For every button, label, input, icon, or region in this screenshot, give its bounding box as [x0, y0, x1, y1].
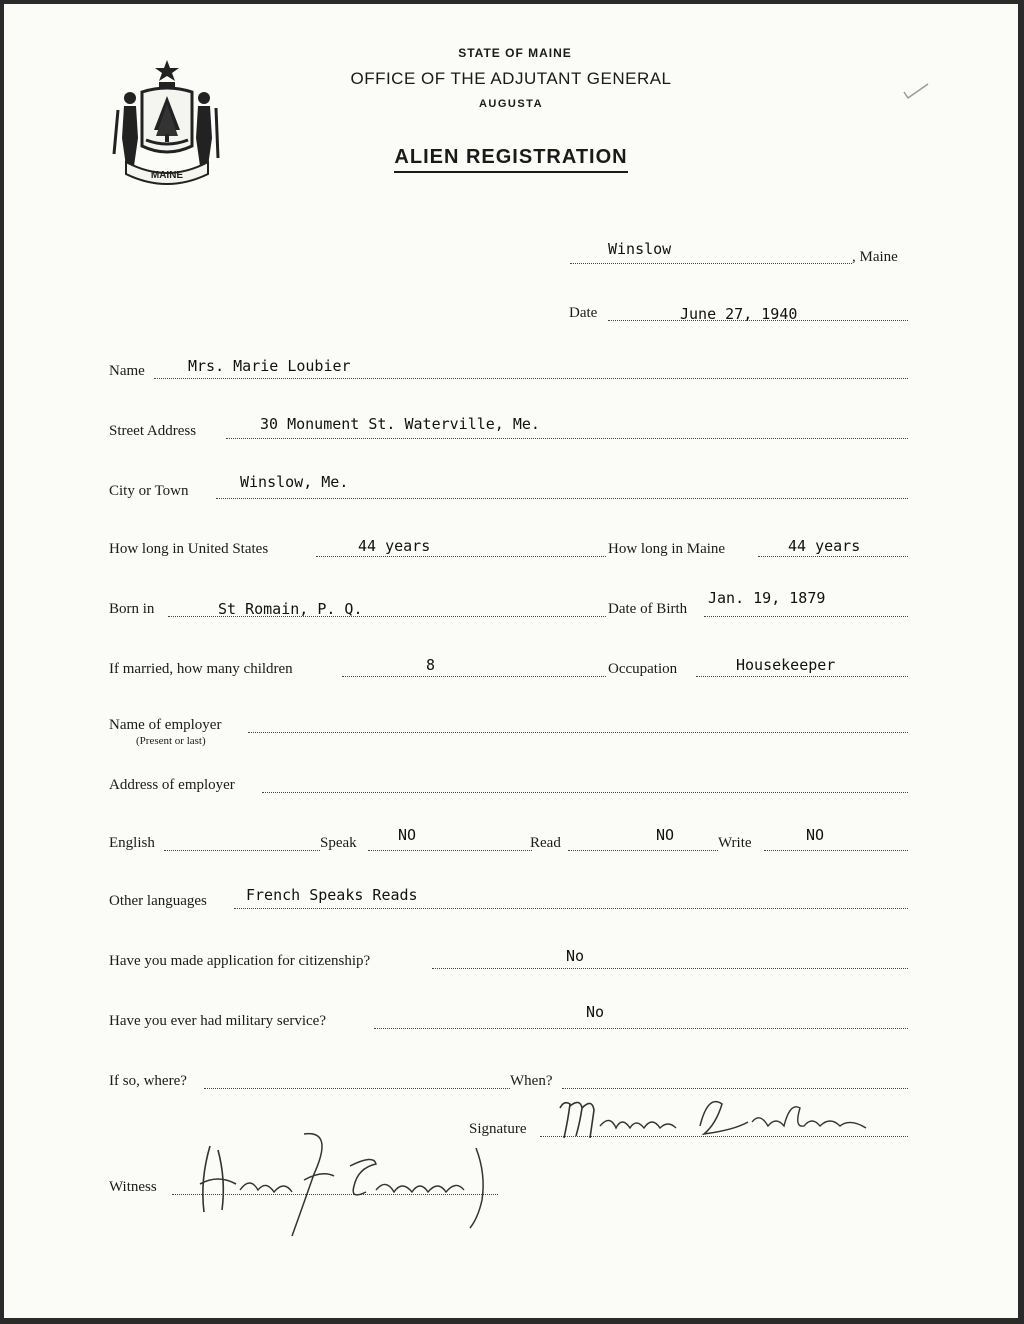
- how-long-us-value[interactable]: 44 years: [358, 537, 431, 555]
- military-label: Have you ever had military service?: [109, 1013, 326, 1029]
- military-line: [374, 1028, 908, 1029]
- when-label: When?: [510, 1073, 553, 1089]
- signature-label: Signature: [469, 1121, 527, 1137]
- how-long-maine-line: [758, 556, 908, 557]
- name-value[interactable]: Mrs. Marie Loubier: [188, 357, 351, 375]
- header-city: AUGUSTA: [478, 98, 544, 110]
- write-value[interactable]: NO: [806, 826, 825, 844]
- check-mark-icon: [902, 82, 932, 102]
- registration-form: [4, 4, 1018, 1318]
- place-suffix: , Maine: [852, 249, 898, 265]
- city-label: City or Town: [109, 483, 189, 499]
- other-languages-line: [234, 908, 908, 909]
- read-label: Read: [530, 835, 561, 851]
- speak-value[interactable]: NO: [398, 826, 417, 844]
- other-languages-label: Other languages: [109, 893, 207, 909]
- name-line: [154, 378, 908, 379]
- where-label: If so, where?: [109, 1073, 187, 1089]
- occupation-value[interactable]: Housekeeper: [736, 656, 836, 674]
- header-state: STATE OF MAINE: [458, 46, 572, 60]
- employer-address-line[interactable]: [262, 792, 908, 793]
- other-languages-value[interactable]: French Speaks Reads: [246, 886, 418, 904]
- occupation-line: [696, 676, 908, 677]
- city-value[interactable]: Winslow, Me.: [240, 473, 349, 491]
- place-line: [570, 263, 852, 264]
- dob-line: [704, 616, 908, 617]
- occupation-label: Occupation: [608, 661, 678, 677]
- signature-handwriting: [560, 1102, 866, 1138]
- english-label: English: [109, 835, 155, 851]
- employer-line[interactable]: [248, 732, 908, 733]
- military-value[interactable]: No: [586, 1003, 605, 1021]
- how-long-maine-value[interactable]: 44 years: [788, 537, 861, 555]
- city-line: [216, 498, 908, 499]
- how-long-us-line: [316, 556, 606, 557]
- form-title: [4, 146, 1018, 169]
- born-in-value[interactable]: St Romain, P. Q.: [218, 600, 363, 618]
- dob-label: Date of Birth: [608, 601, 688, 617]
- how-long-maine-label: How long in Maine: [608, 541, 726, 557]
- street-label: Street Address: [109, 423, 197, 439]
- how-long-us-label: How long in United States: [109, 541, 269, 557]
- witness-label: Witness: [109, 1179, 157, 1195]
- children-value[interactable]: 8: [426, 656, 436, 674]
- place-value[interactable]: Winslow: [608, 240, 672, 258]
- citizenship-line: [432, 968, 908, 969]
- witness-line: [172, 1194, 498, 1195]
- seal-text: MAINE: [150, 170, 184, 181]
- employer-address-label: Address of employer: [109, 777, 235, 793]
- speak-label: Speak: [320, 835, 357, 851]
- citizenship-value[interactable]: No: [566, 947, 585, 965]
- employer-sublabel: (Present or last): [136, 735, 206, 747]
- when-line[interactable]: [562, 1088, 908, 1089]
- name-label: Name: [109, 363, 145, 379]
- date-label: Date: [569, 305, 598, 321]
- children-label: If married, how many children: [109, 661, 293, 677]
- write-label: Write: [718, 835, 752, 851]
- street-value[interactable]: 30 Monument St. Waterville, Me.: [260, 415, 540, 433]
- citizenship-label: Have you made application for citizenship?: [109, 953, 371, 969]
- form-title-text: ALIEN REGISTRATION: [394, 146, 627, 173]
- where-line[interactable]: [204, 1088, 510, 1089]
- dob-value[interactable]: Jan. 19, 1879: [708, 589, 826, 607]
- header-office: OFFICE OF THE ADJUTANT GENERAL: [350, 69, 672, 88]
- children-line: [342, 676, 606, 677]
- employer-label: Name of employer: [109, 717, 222, 733]
- signature-line: [540, 1136, 908, 1137]
- read-line: [568, 850, 718, 851]
- street-line: [226, 438, 908, 439]
- speak-line: [368, 850, 532, 851]
- english-line: [164, 850, 320, 851]
- date-value[interactable]: June 27, 1940: [680, 305, 798, 323]
- born-in-label: Born in: [109, 601, 155, 617]
- read-value[interactable]: NO: [656, 826, 675, 844]
- witness-handwriting: [200, 1134, 483, 1236]
- write-line: [764, 850, 908, 851]
